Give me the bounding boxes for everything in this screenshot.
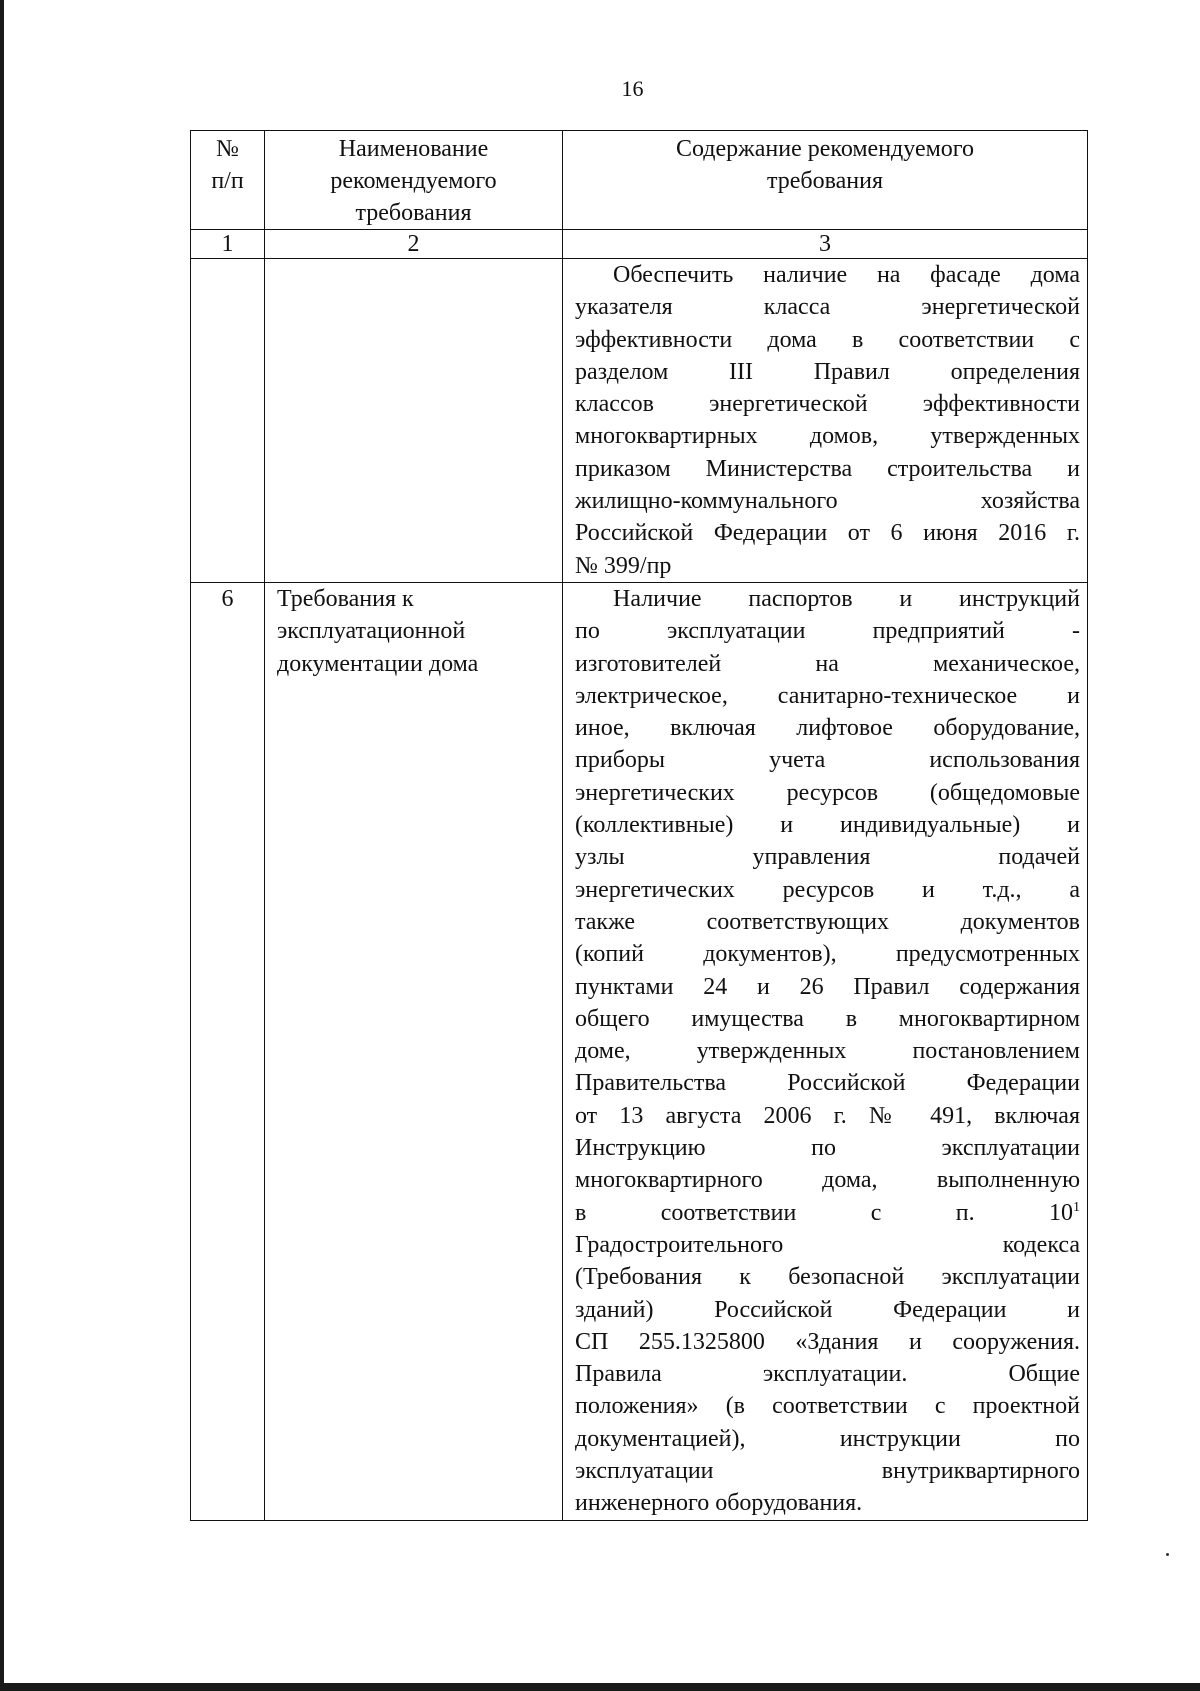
column-number: 2 [265, 230, 563, 259]
content-line: № 399/пр [575, 552, 672, 579]
content-line: жилищно-коммунального хозяйства [575, 488, 1080, 515]
requirement-name [265, 259, 563, 583]
content-line: от 13 августа 2006 г. № 491, включая [575, 1102, 1080, 1129]
content-line: также соответствующих документов [575, 908, 1080, 935]
footnote-superscript: 1 [1073, 1199, 1080, 1215]
column-number: 3 [563, 230, 1088, 259]
column-number: 1 [191, 230, 265, 259]
name-line: эксплуатационной [277, 618, 466, 645]
content-line: пунктами 24 и 26 Правил содержания [575, 973, 1080, 1000]
content-line: Российской Федерации от 6 июня 2016 г. [575, 520, 1080, 547]
content-line: Обеспечить наличие на фасаде дома [613, 262, 1080, 288]
header-requirement-name: Наименование рекомендуемого требования [265, 131, 563, 230]
requirement-content [563, 259, 1088, 583]
table-row [191, 259, 1088, 583]
content-line: Инструкцию по эксплуатации [575, 1135, 1080, 1162]
header-number: № п/п [191, 131, 265, 230]
content-line: энергетических ресурсов (общедомовые [575, 779, 1080, 806]
scan-edge-bottom [0, 1683, 1200, 1691]
content-line: (Требования к безопасной эксплуатации [575, 1264, 1080, 1291]
requirement-name [265, 582, 563, 1520]
header-requirement-content: Содержание рекомендуемого требования [563, 131, 1088, 230]
content-line: Правила эксплуатации. Общие [575, 1361, 1080, 1388]
content-line: СП 255.1325800 «Здания и сооружения. [575, 1328, 1080, 1355]
content-line: электрическое, санитарно-техническое и [575, 682, 1080, 709]
content-line: документацией), инструкции по [575, 1425, 1080, 1452]
content-line: изготовителей на механическое, [575, 650, 1080, 677]
content-line: (копий документов), предусмотренных [575, 941, 1080, 968]
content-line: положения» (в соответствии с проектной [575, 1393, 1080, 1420]
table-header-row [191, 131, 1088, 230]
content-line: по эксплуатации предприятий - [575, 618, 1080, 645]
column-number-row [191, 230, 1088, 259]
content-line: приказом Министерства строительства и [575, 455, 1080, 482]
scan-edge-left [0, 0, 4, 1691]
content-line: указателя класса энергетической [575, 294, 1080, 321]
row-number [191, 259, 265, 583]
content-line: узлы управления подачей [575, 844, 1080, 871]
content-line: эксплуатации внутриквартирного [575, 1457, 1080, 1484]
content-line: приборы учета использования [575, 747, 1080, 774]
content-line: иное, включая лифтовое оборудование, [575, 715, 1080, 742]
content-line: энергетических ресурсов и т.д., а [575, 876, 1080, 903]
name-line: Требования к [277, 585, 414, 612]
content-line: Наличие паспортов и инструкций [613, 585, 1080, 612]
requirement-content [563, 582, 1088, 1520]
content-line: в соответствии с п. $10^1$ [575, 1199, 1080, 1226]
content-line: разделом III Правил определения [575, 358, 1080, 385]
requirements-table [190, 130, 1088, 1521]
content-line: общего имущества в многоквартирном [575, 1005, 1080, 1032]
scan-artifact [1166, 1553, 1169, 1556]
content-line: доме, утвержденных постановлением [575, 1038, 1080, 1065]
content-line: Градостроительного кодекса [575, 1231, 1080, 1258]
content-line: зданий) Российской Федерации и [575, 1296, 1080, 1323]
content-line: многоквартирных домов, утвержденных [575, 423, 1080, 450]
name-line: документации дома [277, 650, 479, 677]
content-line: Правительства Российской Федерации [575, 1070, 1080, 1097]
content-line: (коллективные) и индивидуальные) и [575, 812, 1080, 839]
row-number: 6 [191, 582, 265, 1520]
page-number: 16 [621, 76, 644, 101]
content-line: эффективности дома в соответствии с [575, 326, 1080, 353]
content-line: классов энергетической эффективности [575, 391, 1080, 418]
content-line: инженерного оборудования. [575, 1490, 863, 1517]
table-row [191, 582, 1088, 1520]
content-line: многоквартирного дома, выполненную [575, 1167, 1080, 1194]
